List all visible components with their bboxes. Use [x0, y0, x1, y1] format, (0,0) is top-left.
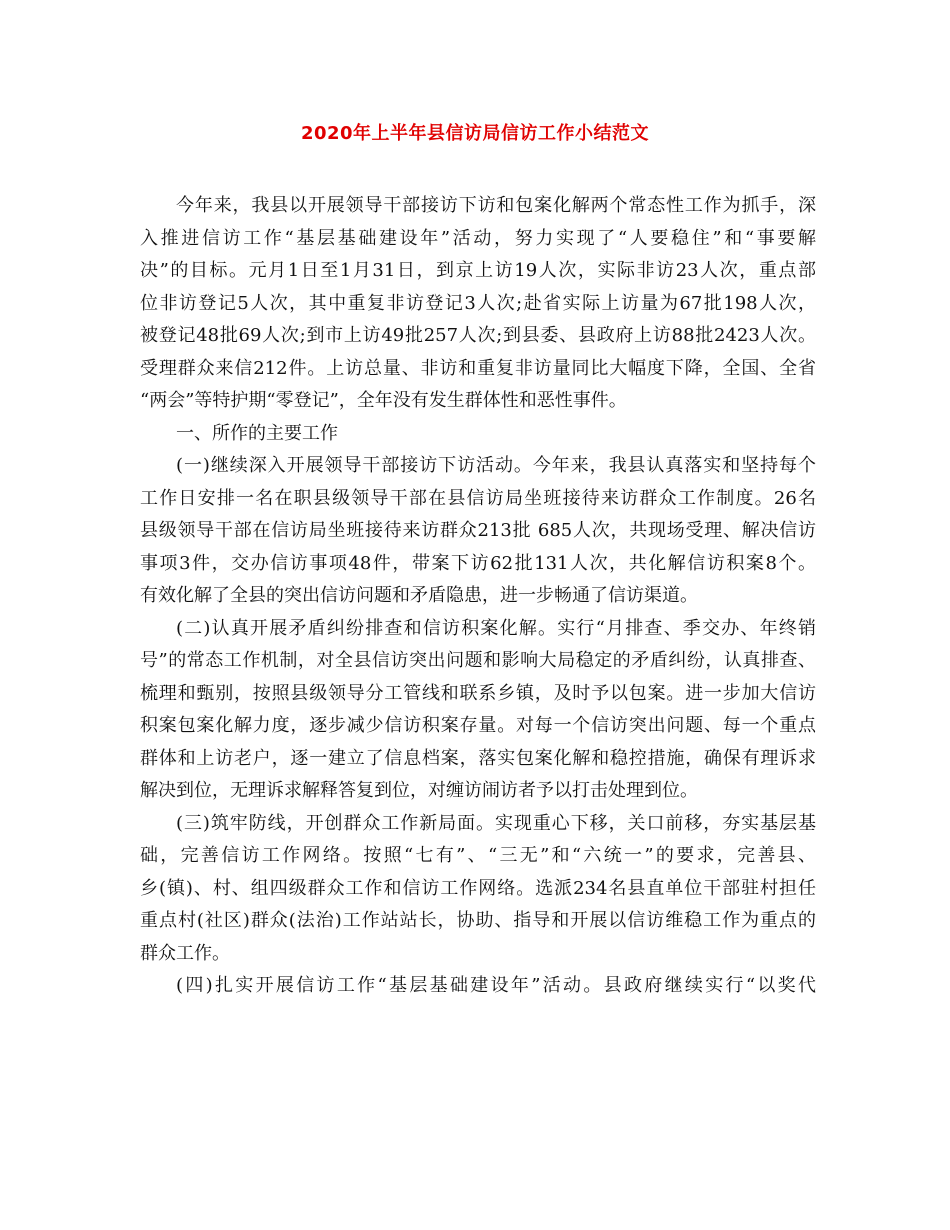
text-line: 被登记48批69人次;到市上访49批257人次;到县委、县政府上访88批2423人次。 — [140, 325, 816, 346]
text-line: 解决到位，无理诉求解释答复到位，对缠访闹访者予以打击处理到位。 — [140, 780, 698, 801]
text-line: 础，完善信访工作网络。按照“七有”、“三无”和“六统一”的要求，完善县、 — [140, 845, 816, 866]
text-line: 入推进信访工作“基层基础建设年”活动，努力实现了“人要稳住”和“事要解 — [140, 227, 816, 249]
text-line: (四)扎实开展信访工作“基层基础建设年”活动。县政府继续实行“以奖代 — [176, 975, 816, 996]
section-heading: 一、所作的主要工作 — [176, 422, 338, 444]
text-line: 决”的目标。元月1日至1月31日，到京上访19人次，实际非访23人次，重点部 — [140, 260, 816, 281]
text-line: 有效化解了全县的突出信访问题和矛盾隐患，进一步畅通了信访渠道。 — [140, 585, 698, 606]
document-body — [140, 190, 816, 1003]
text-line: 受理群众来信212件。上访总量、非访和重复非访量同比大幅度下降，全国、全省 — [140, 357, 816, 379]
text-line: 号”的常态工作机制，对全县信访突出问题和影响大局稳定的矛盾纠纷，认真排查、 — [140, 650, 816, 671]
text-line: 位非访登记5人次，其中重复非访登记3人次;赴省实际上访量为67批198人次， — [140, 292, 816, 314]
text-line: 积案包案化解力度，逐步减少信访积案存量。对每一个信访突出问题、每一个重点 — [140, 715, 816, 736]
text-line: (二)认真开展矛盾纠纷排查和信访积案化解。实行“月排查、季交办、年终销 — [176, 617, 816, 639]
text-line: 重点村(社区)群众(法治)工作站站长，协助、指导和开展以信访维稳工作为重点的 — [140, 910, 816, 931]
text-line: 事项3件，交办信访事项48件，带案下访62批131人次，共化解信访积案8个。 — [140, 552, 816, 574]
text-line: 今年来，我县以开展领导干部接访下访和包案化解两个常态性工作为抓手，深 — [176, 195, 816, 216]
text-line: 群众工作。 — [140, 942, 230, 964]
text-line: “两会”等特护期“零登记”，全年没有发生群体性和恶性事件。 — [140, 390, 627, 411]
text-line: (一)继续深入开展领导干部接访下访活动。今年来，我县认真落实和坚持每个 — [176, 455, 816, 476]
text-line: 梳理和甄别，按照县级领导分工管线和联系乡镇，及时予以包案。进一步加大信访 — [140, 682, 816, 704]
text-line: 县级领导干部在信访局坐班接待来访群众213批 685人次，共现场受理、解决信访 — [140, 520, 816, 541]
text-line: 群体和上访老户，逐一建立了信息档案，落实包案化解和稳控措施，确保有理诉求 — [140, 747, 816, 769]
document-title: 2020年上半年县信访局信访工作小结范文 — [300, 123, 650, 144]
text-line: (三)筑牢防线，开创群众工作新局面。实现重心下移，关口前移，夯实基层基 — [176, 812, 816, 834]
text-line: 乡(镇)、村、组四级群众工作和信访工作网络。选派234名县直单位干部驻村担任 — [140, 877, 816, 899]
text-line: 工作日安排一名在职县级领导干部在县信访局坐班接待来访群众工作制度。26名 — [140, 487, 816, 509]
